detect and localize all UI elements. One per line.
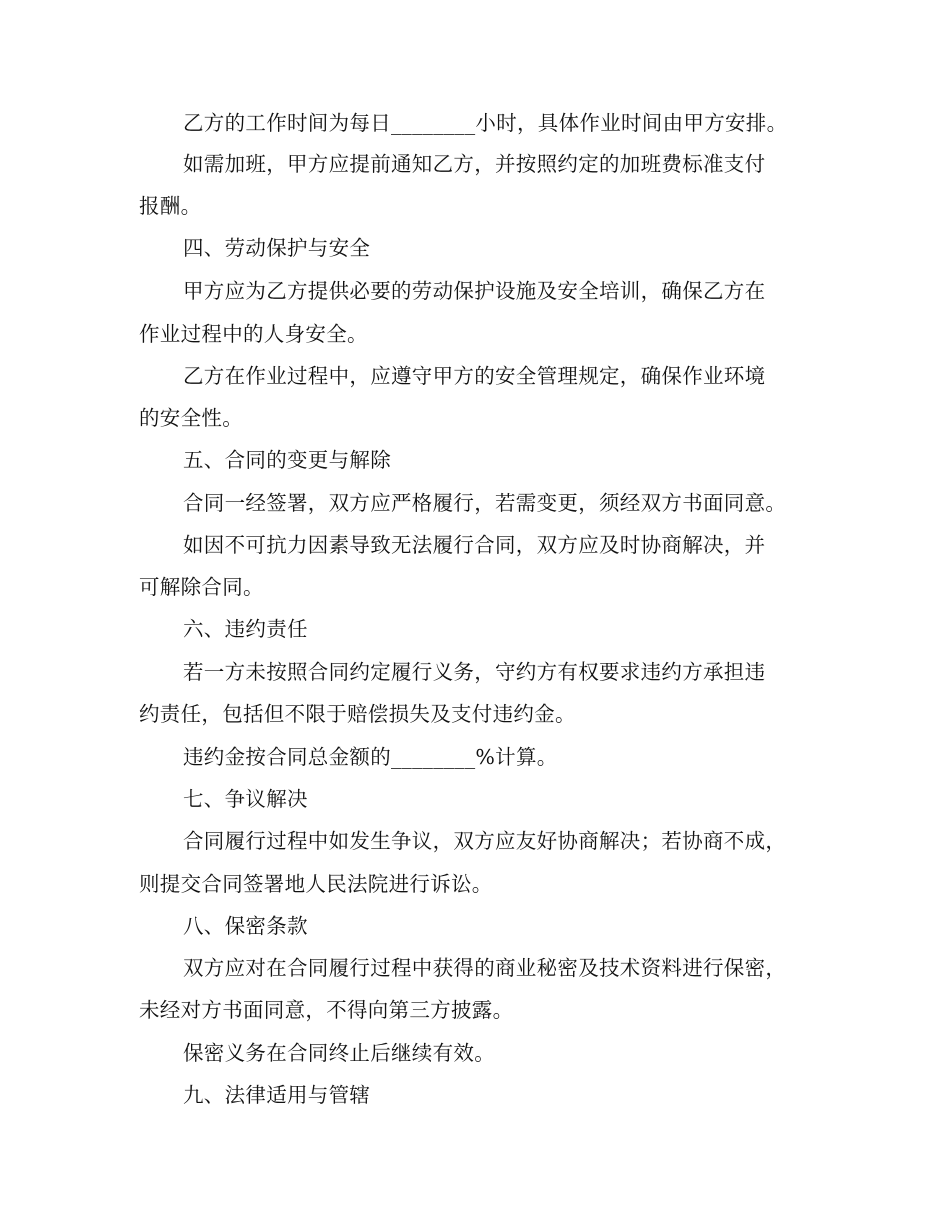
section-heading: 八、保密条款 [183,914,308,938]
paragraph-line: 乙方在作业过程中，应遵守甲方的安全管理规定，确保作业环境 [183,364,766,388]
paragraph-line: 作业过程中的人身安全。 [139,322,368,346]
section-heading: 五、合同的变更与解除 [183,448,391,472]
paragraph-line: 甲方应为乙方提供必要的劳动保护设施及安全培训，确保乙方在 [183,279,766,303]
paragraph-line: 合同一经签署，双方应严格履行，若需变更，须经双方书面同意。 [183,491,787,515]
paragraph-line: 则提交合同签署地人民法院进行诉讼。 [139,872,493,896]
paragraph-line: 如因不可抗力因素导致无法履行合同，双方应及时协商解决，并 [183,533,766,557]
section-heading: 九、法律适用与管辖 [183,1083,371,1107]
section-heading: 四、劳动保护与安全 [183,236,371,260]
paragraph-line: 报酬。 [139,194,202,218]
paragraph-line: 可解除合同。 [139,575,264,599]
section-heading: 六、违约责任 [183,617,308,641]
paragraph-line: 保密义务在合同终止后继续有效。 [183,1041,495,1065]
paragraph-line: 约责任，包括但不限于赔偿损失及支付违约金。 [139,702,576,726]
paragraph-line: 的安全性。 [139,406,243,430]
paragraph-line: 乙方的工作时间为每日________小时，具体作业时间由甲方安排。 [183,111,788,135]
paragraph-line: 双方应对在合同履行过程中获得的商业秘密及技术资料进行保密， [183,956,787,980]
section-heading: 七、争议解决 [183,787,308,811]
paragraph-line: 合同履行过程中如发生争议，双方应友好协商解决；若协商不成， [183,829,787,853]
paragraph-line: 违约金按合同总金额的________%计算。 [183,745,558,769]
paragraph-line: 如需加班，甲方应提前通知乙方，并按照约定的加班费标准支付 [183,152,766,176]
paragraph-line: 未经对方书面同意，不得向第三方披露。 [139,998,514,1022]
paragraph-line: 若一方未按照合同约定履行义务，守约方有权要求违约方承担违 [183,660,766,684]
